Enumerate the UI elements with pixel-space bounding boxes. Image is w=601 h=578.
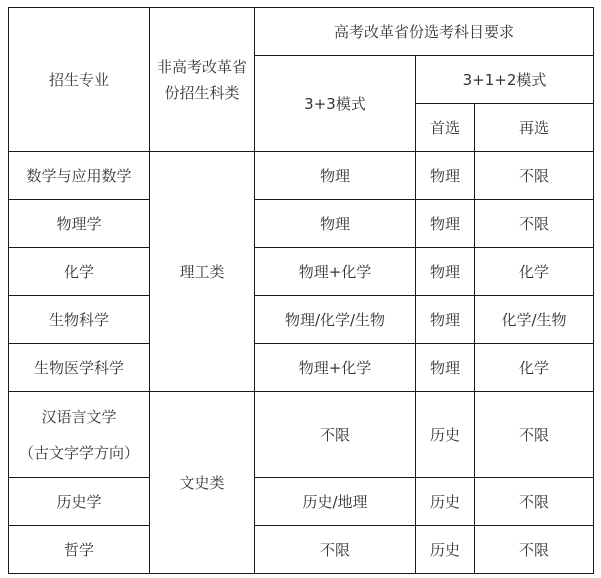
table-row (9, 248, 594, 296)
table-row (9, 392, 594, 478)
table-wrapper (8, 7, 594, 574)
cell-second-choice: 不限 (475, 152, 594, 200)
cell-major: 化学 (9, 248, 150, 296)
cell-second-choice: 化学 (475, 248, 594, 296)
cell-first-choice: 物理 (416, 248, 475, 296)
table-row (9, 526, 594, 574)
cell-major: 生物医学科学 (9, 344, 150, 392)
cell-second-choice: 化学/生物 (475, 296, 594, 344)
cell-second-choice: 不限 (475, 526, 594, 574)
header-non-reform-category (150, 8, 255, 152)
cell-second-choice: 不限 (475, 200, 594, 248)
table-row (9, 152, 594, 200)
cell-mode33: 物理+化学 (255, 344, 416, 392)
cell-category-arts: 文史类 (150, 392, 255, 574)
cell-second-choice: 不限 (475, 478, 594, 526)
table-row (9, 200, 594, 248)
cell-first-choice: 物理 (416, 296, 475, 344)
header-first-choice: 首选 (416, 104, 475, 152)
table-row (9, 478, 594, 526)
header-second-choice: 再选 (475, 104, 594, 152)
admission-subject-table (8, 7, 594, 574)
cell-mode33: 物理+化学 (255, 248, 416, 296)
cell-major: 生物科学 (9, 296, 150, 344)
cell-first-choice: 历史 (416, 392, 475, 478)
table-row (9, 344, 594, 392)
header-non-reform-text: 非高考改革省份招生科类 (156, 57, 247, 102)
cell-mode33: 物理/化学/生物 (255, 296, 416, 344)
cell-category-science: 理工类 (150, 152, 255, 392)
cell-major: 物理学 (9, 200, 150, 248)
cell-major (9, 392, 150, 478)
cell-major: 哲学 (9, 526, 150, 574)
cell-first-choice: 历史 (416, 526, 475, 574)
cell-major: 数学与应用数学 (9, 152, 150, 200)
cell-first-choice: 历史 (416, 478, 475, 526)
cell-mode33: 历史/地理 (255, 478, 416, 526)
header-mode-312: 3+1+2模式 (416, 56, 594, 104)
cell-major-line2: （古文字学方向） (18, 443, 139, 462)
cell-mode33: 物理 (255, 200, 416, 248)
table-row (9, 296, 594, 344)
cell-mode33: 物理 (255, 152, 416, 200)
cell-first-choice: 物理 (416, 152, 475, 200)
cell-first-choice: 物理 (416, 344, 475, 392)
header-mode-33: 3+3模式 (255, 56, 416, 152)
header-major: 招生专业 (9, 8, 150, 152)
cell-mode33: 不限 (255, 526, 416, 574)
cell-first-choice: 物理 (416, 200, 475, 248)
cell-mode33: 不限 (255, 392, 416, 478)
cell-major-line1: 汉语言文学 (41, 407, 117, 426)
cell-major: 历史学 (9, 478, 150, 526)
cell-second-choice: 化学 (475, 344, 594, 392)
header-reform-requirement: 高考改革省份选考科目要求 (255, 8, 594, 56)
header-row-1 (9, 8, 594, 56)
cell-second-choice: 不限 (475, 392, 594, 478)
